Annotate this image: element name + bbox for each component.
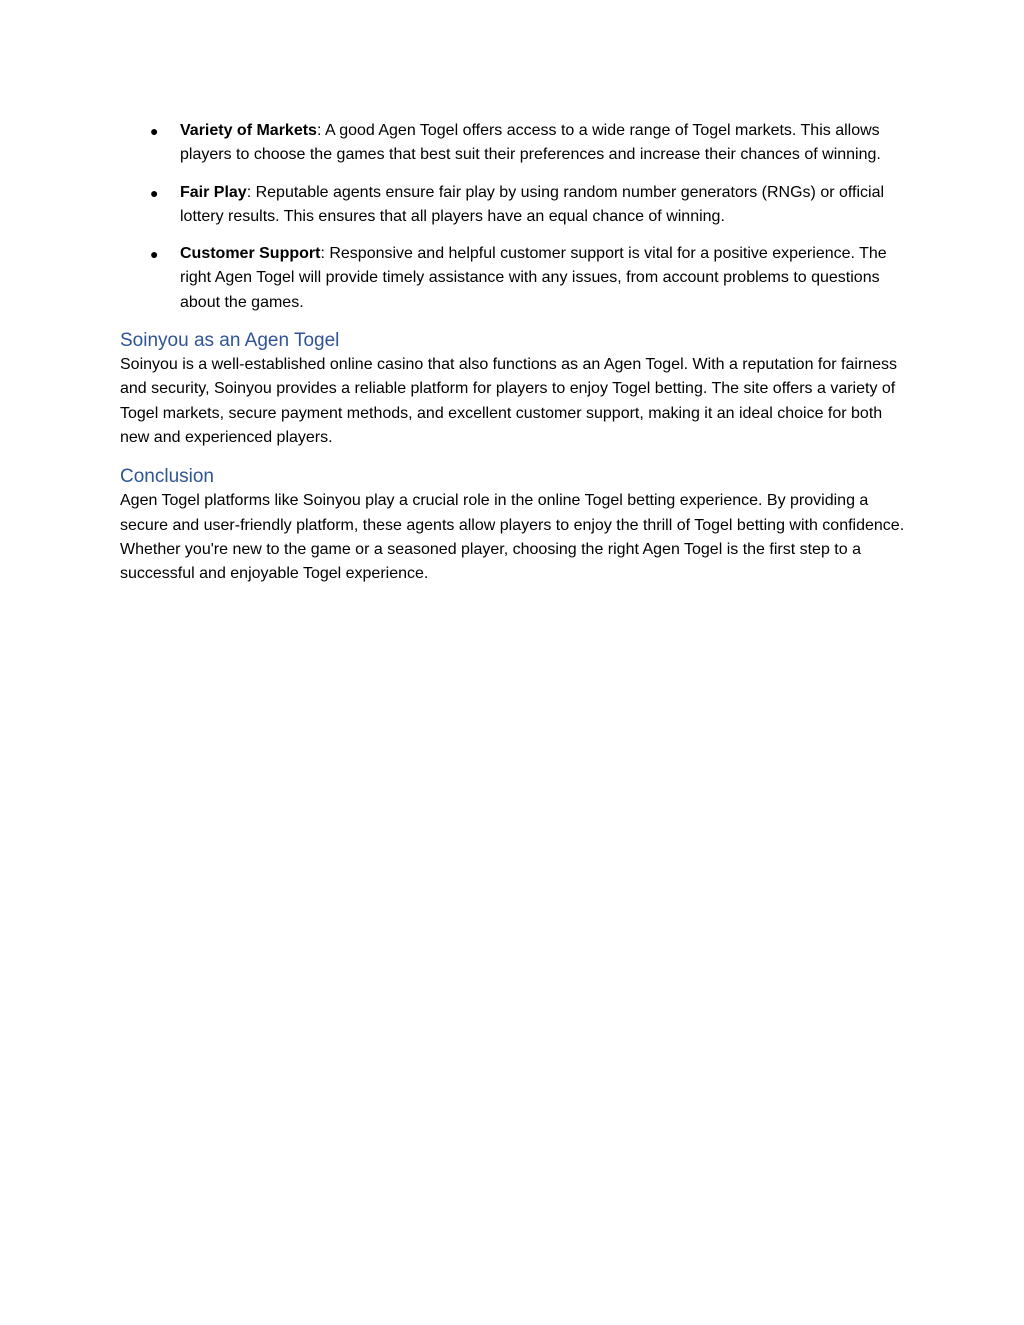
document-page: [120, 119, 906, 586]
list-item: [120, 181, 906, 230]
feature-bullet-list: [120, 119, 906, 315]
bullet-term: Fair Play: [180, 183, 247, 201]
bullet-icon: ●: [150, 123, 159, 139]
bullet-text: : Responsive and helpful customer support is vital for a positive experience. The right Agen Togel will provide timely assistance with any issues, from account problems to questions about the games.: [180, 245, 887, 311]
bullet-term: Customer Support: [180, 245, 321, 263]
list-item: [120, 242, 906, 315]
list-item: [120, 119, 906, 168]
bullet-text: : Reputable agents ensure fair play by using random number generators (RNGs) or official lottery results. This ensures that all players have an equal chance of winning.: [180, 183, 885, 225]
bullet-icon: ●: [150, 246, 159, 263]
section-paragraph: Agen Togel platforms like Soinyou play a crucial role in the online Togel betting experience. By providing a secure and user-friendly platform, these agents allow players to enjoy the thrill of Togel betting with confidence. Whether you're new to the game or a seasoned player, choosing the right Agen Togel is the first step to a successful and enjoyable Togel experience.: [120, 492, 905, 583]
bullet-text: : A good Agen Togel offers access to a wide range of Togel markets. This allows players to choose the games that best suit their preferences and increase their chances of winning.: [180, 122, 881, 164]
section-heading: Soinyou as an Agen Togel: [120, 330, 340, 352]
section-paragraph: Soinyou is a well-established online casino that also functions as an Agen Togel. With a reputation for fairness and security, Soinyou provides a reliable platform for players to enjoy Togel betting. The site offers a variety of Togel markets, secure payment methods, and excellent customer support, making it an ideal choice for both new and experienced players.: [120, 356, 898, 446]
bullet-icon: ●: [150, 184, 159, 201]
bullet-term: Variety of Markets: [180, 122, 317, 139]
section-heading: Conclusion: [120, 466, 214, 488]
